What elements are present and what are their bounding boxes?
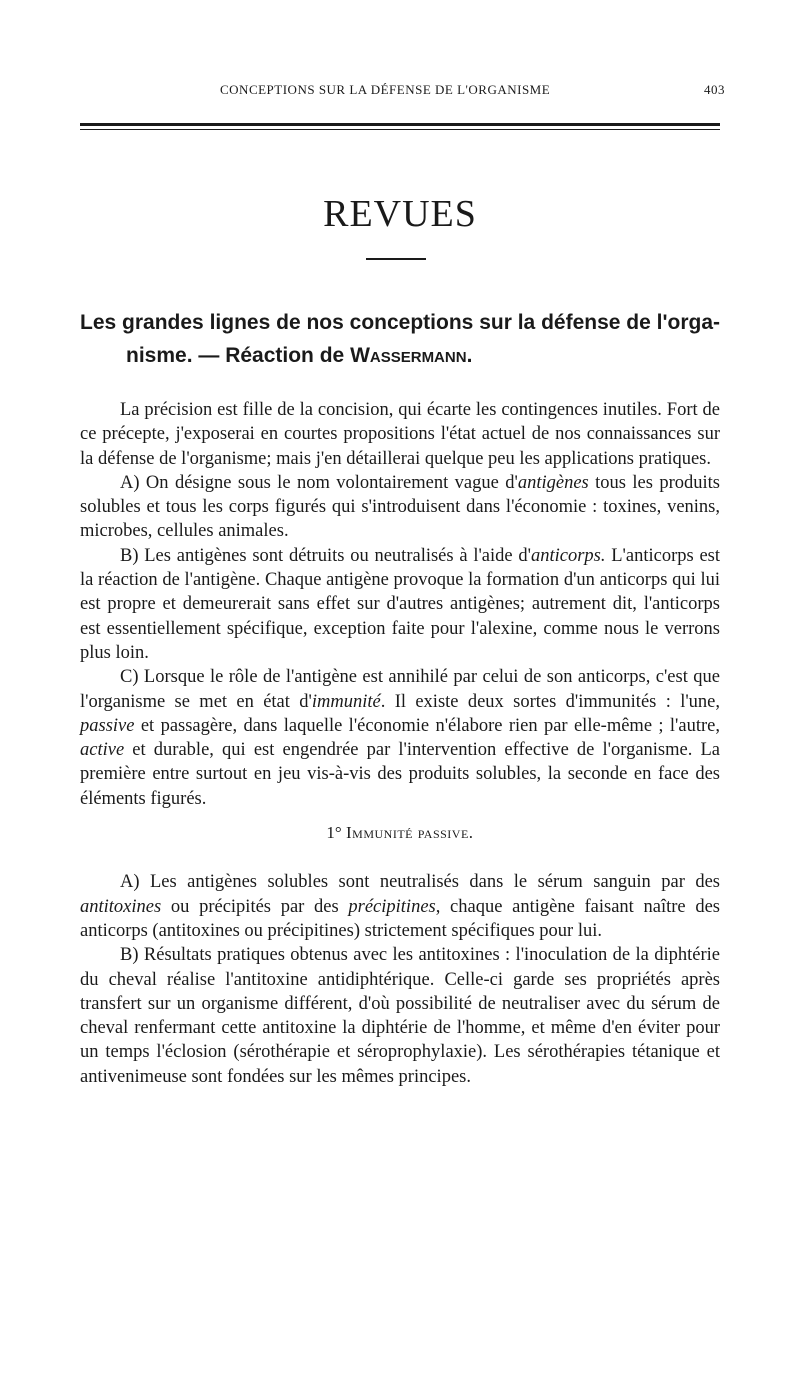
header-rule-thick (80, 123, 720, 126)
paragraph-a (80, 471, 720, 544)
paragraph-c-part3: et passagère, dans laquelle l'économie n'élabore rien par elle-même ; l'autre, (134, 715, 720, 736)
running-title: CONCEPTIONS SUR LA DÉFENSE DE L'ORGANISME (220, 82, 551, 97)
subheading-text: Immunité passive. (345, 823, 474, 843)
running-head (80, 82, 725, 102)
paragraph-c-part1: C) Lorsque le rôle de l'antigène est annihilé par celui de son anticorps, c'est que l'organisme se met en état d' (80, 667, 720, 712)
passive-a-suffix: , chaque antigène faisant naître des anticorps (antitoxines ou précipitines) strictement spécifiques pour lui. (80, 896, 720, 941)
term-antitoxines: antitoxines (80, 896, 162, 917)
page-number: 403 (704, 82, 725, 97)
term-immunite: immunité (311, 691, 381, 712)
term-active: active (80, 740, 125, 761)
paragraph-b-prefix: B) Les antigènes sont détruits ou neutralisés à l'aide d' (120, 545, 531, 566)
passive-a-prefix: A) Les antigènes solubles sont neutralisés dans le sérum sanguin par des (120, 872, 720, 893)
author-name: Wassermann (350, 344, 467, 367)
passive-a-mid: ou précipités par des (161, 896, 349, 917)
term-antigenes: antigènes (517, 472, 589, 493)
article-title-line2 (80, 339, 720, 372)
section-heading: REVUES (323, 193, 477, 235)
term-anticorps: anticorps. (530, 545, 606, 566)
paragraph-b (80, 544, 720, 665)
paragraph-b-suffix: L'anticorps est la réaction de l'antigène. Chaque antigène provoque la formation d'un anticorps qui lui est propre et demeurerait sans effet sur d'autres antigènes; autrement dit, l'anticorps est essentiellement spécifique, exception faite pour l'alexine, comme nous le verrons plus loin. (80, 545, 720, 663)
article-title-suffix: . (466, 344, 473, 367)
subheading-number: 1° (326, 823, 342, 843)
article-title-line1: Les grandes lignes de nos conceptions sur la défense de l'orga- (80, 311, 720, 334)
paragraph-c-part4: et durable, qui est engendrée par l'intervention effective de l'organisme. La première entre surtout en jeu vis-à-vis des produits solubles, la seconde en face des éléments figurés. (80, 740, 720, 809)
header-rule-thin (80, 129, 720, 130)
passive-paragraph-a (80, 870, 720, 943)
article-body (80, 398, 720, 1089)
paragraph-c-part2: . Il existe deux sortes d'immunités : l'une, (380, 691, 721, 712)
term-precipitines: précipitines (348, 896, 436, 917)
paragraph-intro: La précision est fille de la concision, qui écarte les contingences inutiles. Fort de ce précepte, j'exposerai en courtes propositions l'état actuel de nos connaissances sur la défense de l'organisme; mais j'en détaillerai quelque peu les applications pratiques. (80, 400, 720, 469)
term-passive: passive (80, 715, 135, 736)
paragraph-a-prefix: A) On désigne sous le nom volontairement vague d' (120, 472, 518, 493)
paragraph-c (80, 665, 720, 811)
section-divider (366, 258, 426, 260)
article-title-prefix: nisme. — Réaction de (126, 344, 351, 367)
subheading-immunite-passive (80, 821, 720, 845)
article-title (80, 306, 720, 372)
paragraph-a-suffix: tous les produits solubles et tous les corps figurés qui s'introduisent dans l'économie : toxines, venins, microbes, cellules animales. (80, 472, 720, 542)
passive-paragraph-b: B) Résultats pratiques obtenus avec les antitoxines : l'inoculation de la diphtérie du cheval réalise l'antitoxine antidiphtérique. Celle-ci garde ses propriétés après transfert sur un organisme différent, d'où possibilité de neutraliser avec du sérum de cheval renfermant cette antitoxine la diphtérie de l'homme, et même d'en éviter pour un temps l'éclosion (sérothérapie et séroprophylaxie). Les sérothérapies tétanique et antivenimeuse sont fondées sur les mêmes principes. (80, 945, 720, 1087)
